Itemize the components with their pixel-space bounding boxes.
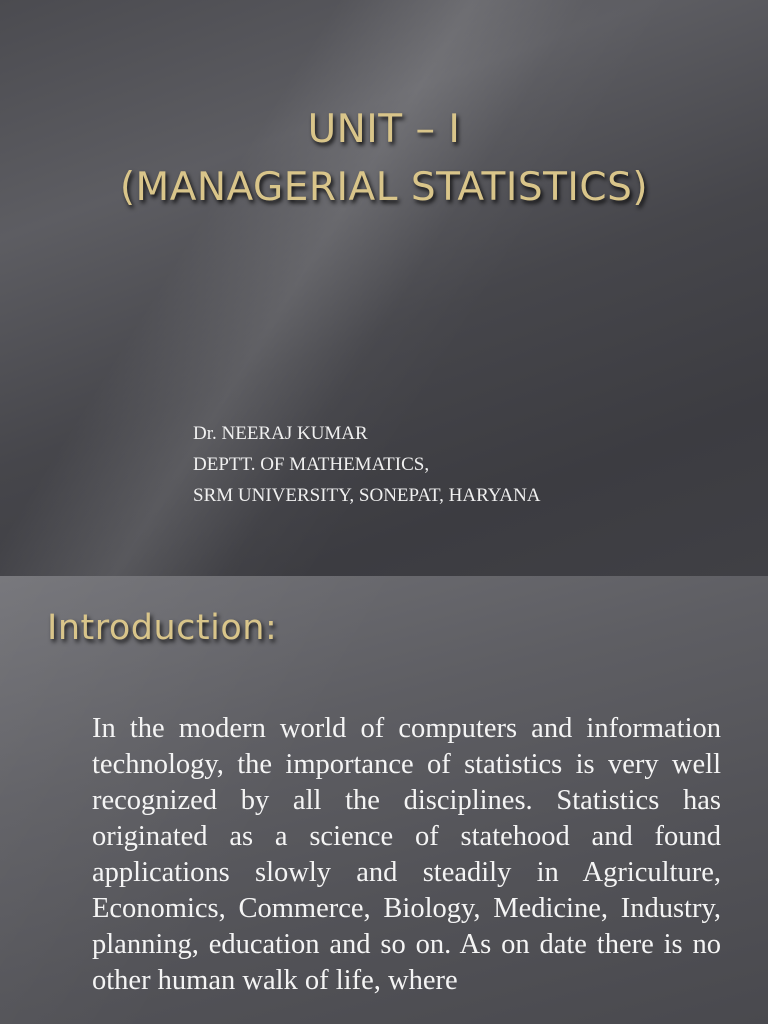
introduction-heading: Introduction: (47, 608, 278, 648)
author-name: Dr. NEERAJ KUMAR (193, 423, 368, 444)
slide-introduction (0, 576, 768, 1024)
introduction-paragraph: In the modern world of computers and information technology, the importance of statistics is very well recognized by all the disciplines. Statistics has originated as a science of statehood and found applications slowly and steadily in Agriculture, Economics, Commerce, Biology, Medicine, Industry, planning, education and so on. As on date there is no other human walk of life, where (92, 713, 721, 996)
author-department: DEPTT. OF MATHEMATICS, (193, 454, 430, 475)
author-institution: SRM UNIVERSITY, SONEPAT, HARYANA (193, 485, 541, 506)
slide-title-line-2: (MANAGERIAL STATISTICS) (119, 165, 649, 210)
slide-title-line-1: UNIT – I (307, 107, 461, 152)
